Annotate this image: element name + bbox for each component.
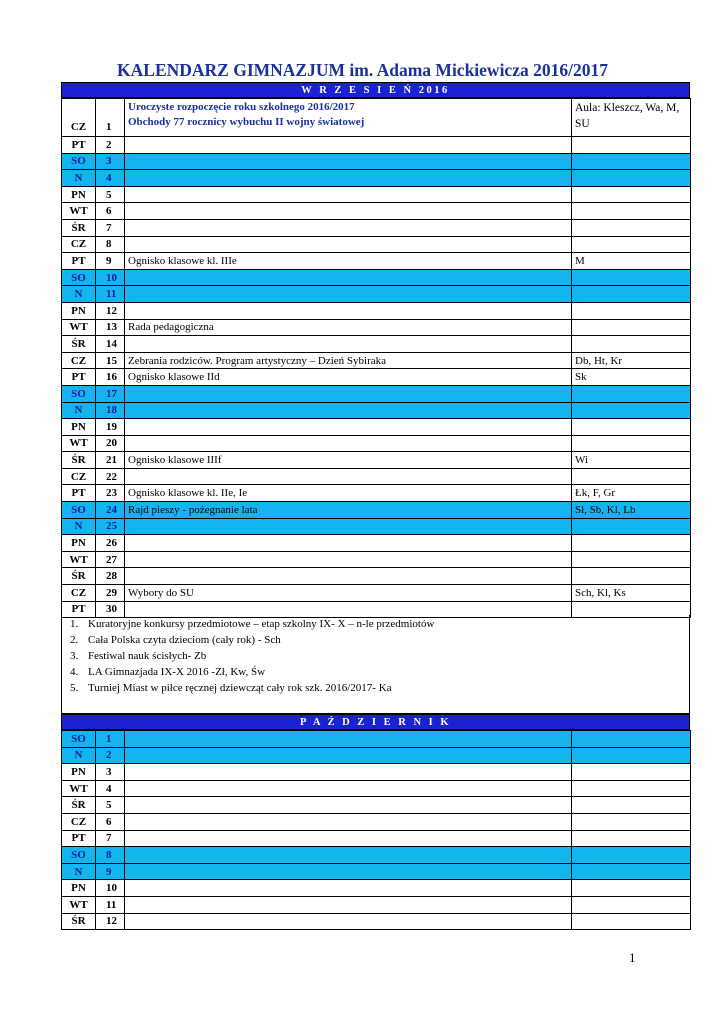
note-item: 4. LA Gimnazjada IX-X 2016 -Zł, Kw, Św [70, 666, 266, 678]
note-item: 2. Cała Polska czyta dzieciom (cały rok) - Sch [70, 634, 281, 646]
event-cell [125, 186, 572, 203]
day-name: PN [62, 764, 96, 781]
table-row [62, 419, 691, 436]
day-name: N [62, 402, 96, 419]
day-number: 10 [96, 880, 125, 897]
day-number: 7 [96, 219, 125, 236]
event-cell [125, 269, 572, 286]
event-line: Obchody 77 rocznicy wybuchu II wojny światowej [128, 115, 365, 128]
table-row [62, 747, 691, 764]
day-number: 28 [96, 568, 125, 585]
day-number: 12 [96, 302, 125, 319]
table-row [62, 764, 691, 781]
table-row [62, 186, 691, 203]
day-number: 11 [96, 896, 125, 913]
day-name: ŚR [62, 568, 96, 585]
responsible-cell [572, 896, 691, 913]
event-cell [125, 435, 572, 452]
day-name: PT [62, 253, 96, 270]
table-row [62, 913, 691, 930]
day-number: 2 [96, 747, 125, 764]
event-cell [125, 518, 572, 535]
responsible-cell [572, 219, 691, 236]
event-cell [125, 286, 572, 303]
table-row [62, 502, 691, 519]
table-row [62, 170, 691, 187]
table-row [62, 253, 691, 270]
day-name: PN [62, 880, 96, 897]
day-number: 13 [96, 319, 125, 336]
day-name: SO [62, 385, 96, 402]
table-row [62, 585, 691, 602]
event-cell [125, 896, 572, 913]
responsible-cell [572, 830, 691, 847]
event-cell: Ognisko klasowe IId [125, 369, 572, 386]
responsible-cell [572, 236, 691, 253]
day-name: PN [62, 186, 96, 203]
event-cell [125, 219, 572, 236]
responsible-cell [572, 137, 691, 154]
responsible-cell [572, 913, 691, 930]
day-number: 10 [96, 269, 125, 286]
day-number: 27 [96, 551, 125, 568]
table-row [62, 219, 691, 236]
day-number: 18 [96, 402, 125, 419]
day-number: 19 [96, 419, 125, 436]
day-number: 6 [96, 203, 125, 220]
responsible-cell [572, 863, 691, 880]
day-number: 8 [96, 236, 125, 253]
event-cell: Ognisko klasowe kl. IIIe [125, 253, 572, 270]
event-cell [125, 203, 572, 220]
event-line: Uroczyste rozpoczęcie roku szkolnego 2016/2017 [128, 101, 355, 113]
event-cell [125, 863, 572, 880]
day-number: 3 [96, 153, 125, 170]
responsible-cell: Łk, F, Gr [572, 485, 691, 502]
day-number: 24 [96, 502, 125, 519]
event-cell [125, 568, 572, 585]
event-cell [125, 535, 572, 552]
day-name: CZ [62, 236, 96, 253]
event-cell [125, 336, 572, 353]
responsible-cell [572, 336, 691, 353]
day-number: 7 [96, 830, 125, 847]
day-name: CZ [62, 813, 96, 830]
event-cell [125, 236, 572, 253]
table-row [62, 568, 691, 585]
event-cell [125, 302, 572, 319]
page-title: KALENDARZ GIMNAZJUM im. Adama Mickiewicza 2016/2017 [117, 60, 608, 80]
table-row [62, 731, 691, 748]
responsible-cell: Sł, Sb, Kl, Lb [572, 502, 691, 519]
day-name: WT [62, 551, 96, 568]
responsible-cell: Wi [572, 452, 691, 469]
table-row [62, 813, 691, 830]
month-header-september: W R Z E S I E Ń 2016 [61, 82, 690, 98]
day-number: 9 [96, 253, 125, 270]
day-number: 22 [96, 468, 125, 485]
table-row [62, 402, 691, 419]
responsible-cell [572, 568, 691, 585]
responsible-cell: Sk [572, 369, 691, 386]
day-name: SO [62, 153, 96, 170]
day-number: 20 [96, 435, 125, 452]
table-row [62, 302, 691, 319]
responsible-cell [572, 319, 691, 336]
table-row [62, 452, 691, 469]
event-cell [125, 880, 572, 897]
day-number: 14 [96, 336, 125, 353]
day-number: 4 [96, 170, 125, 187]
event-cell [125, 747, 572, 764]
table-row [62, 880, 691, 897]
responsible-cell [572, 747, 691, 764]
responsible-cell [572, 780, 691, 797]
day-name: N [62, 863, 96, 880]
event-cell [125, 830, 572, 847]
event-cell [125, 913, 572, 930]
day-number: 16 [96, 369, 125, 386]
day-name: WT [62, 780, 96, 797]
day-number: 23 [96, 485, 125, 502]
day-name: SO [62, 502, 96, 519]
event-cell [125, 764, 572, 781]
table-row [62, 385, 691, 402]
responsible-cell [572, 286, 691, 303]
responsible-cell [572, 518, 691, 535]
event-cell [125, 153, 572, 170]
event-cell: Ognisko klasowe kl. IIe, Ie [125, 485, 572, 502]
table-row [62, 797, 691, 814]
responsible-cell [572, 186, 691, 203]
day-name: ŚR [62, 336, 96, 353]
event-cell [125, 468, 572, 485]
event-cell [125, 402, 572, 419]
event-cell: Ognisko klasowe IIIf [125, 452, 572, 469]
event-cell [125, 385, 572, 402]
day-number: 12 [96, 913, 125, 930]
responsible-cell [572, 269, 691, 286]
responsible-cell: Db, Ht, Kr [572, 352, 691, 369]
notes-box [61, 615, 690, 714]
event-cell: Zebrania rodziców. Program artystyczny – Dzień Sybiraka [125, 352, 572, 369]
responsible-cell [572, 813, 691, 830]
day-name: WT [62, 319, 96, 336]
day-number: 3 [96, 764, 125, 781]
day-name: ŚR [62, 797, 96, 814]
day-number: 6 [96, 813, 125, 830]
responsible-cell [572, 797, 691, 814]
table-row [62, 551, 691, 568]
day-name: CZ [62, 99, 96, 137]
day-name: CZ [62, 468, 96, 485]
day-number: 17 [96, 385, 125, 402]
day-name: N [62, 286, 96, 303]
responsible-cell [572, 203, 691, 220]
responsible-cell: Sch, Kl, Ks [572, 585, 691, 602]
day-name: WT [62, 896, 96, 913]
day-name: ŚR [62, 913, 96, 930]
table-row [62, 269, 691, 286]
responsible-cell [572, 535, 691, 552]
day-number: 2 [96, 137, 125, 154]
day-number: 5 [96, 797, 125, 814]
event-cell: Rada pedagogiczna [125, 319, 572, 336]
day-name: WT [62, 203, 96, 220]
day-name: CZ [62, 352, 96, 369]
table-row [62, 518, 691, 535]
day-number: 8 [96, 847, 125, 864]
table-row [62, 847, 691, 864]
event-cell: Wybory do SU [125, 585, 572, 602]
note-item: 5. Turniej Miast w piłce ręcznej dziewcząt cały rok szk. 2016/2017- Ka [70, 682, 392, 694]
responsible-cell [572, 170, 691, 187]
responsible-cell: M [572, 253, 691, 270]
responsible-cell [572, 419, 691, 436]
day-number: 15 [96, 352, 125, 369]
table-row [62, 286, 691, 303]
day-name: SO [62, 847, 96, 864]
day-name: N [62, 518, 96, 535]
responsible-cell [572, 435, 691, 452]
table-row [62, 153, 691, 170]
day-name: ŚR [62, 452, 96, 469]
day-name: CZ [62, 585, 96, 602]
day-name: PN [62, 419, 96, 436]
day-name: PT [62, 369, 96, 386]
table-row [62, 863, 691, 880]
day-name: SO [62, 269, 96, 286]
day-name: PN [62, 535, 96, 552]
day-number: 4 [96, 780, 125, 797]
event-cell [125, 780, 572, 797]
responsible-cell [572, 468, 691, 485]
day-number: 1 [96, 99, 125, 137]
day-number: 5 [96, 186, 125, 203]
table-row [62, 780, 691, 797]
day-name: PN [62, 302, 96, 319]
day-name: PT [62, 830, 96, 847]
table-row [62, 369, 691, 386]
responsible-cell [572, 302, 691, 319]
responsible-cell [572, 847, 691, 864]
day-number: 25 [96, 518, 125, 535]
table-row [62, 336, 691, 353]
note-item: 1. Kuratoryjne konkursy przedmiotowe – etap szkolny IX- X – n-le przedmiotów [70, 618, 435, 630]
day-name: PT [62, 601, 96, 618]
month-header-october: P A Ź D Z I E R N I K [61, 714, 690, 730]
day-number: 26 [96, 535, 125, 552]
event-cell [125, 797, 572, 814]
event-cell [125, 731, 572, 748]
page-number: 1 [629, 950, 636, 965]
day-name: SO [62, 731, 96, 748]
table-row [62, 137, 691, 154]
table-row [62, 203, 691, 220]
responsible-cell [572, 731, 691, 748]
responsible-cell [572, 385, 691, 402]
event-cell [125, 813, 572, 830]
table-row [62, 352, 691, 369]
day-name: PT [62, 485, 96, 502]
responsible-cell [572, 153, 691, 170]
october-table [61, 730, 691, 930]
day-number: 1 [96, 731, 125, 748]
day-name: N [62, 170, 96, 187]
event-cell [125, 847, 572, 864]
event-cell [125, 170, 572, 187]
note-item: 3. Festiwal nauk ścisłych- Zb [70, 650, 207, 662]
table-row [62, 468, 691, 485]
event-cell: Rajd pieszy - pożegnanie lata [125, 502, 572, 519]
table-row [62, 236, 691, 253]
responsible-cell [572, 402, 691, 419]
event-cell [125, 137, 572, 154]
table-row [62, 99, 691, 137]
table-row [62, 535, 691, 552]
table-row [62, 319, 691, 336]
table-row [62, 435, 691, 452]
event-cell [125, 551, 572, 568]
responsible-cell [572, 880, 691, 897]
september-table [61, 98, 691, 618]
event-cell [125, 419, 572, 436]
day-number: 30 [96, 601, 125, 618]
responsible-cell: Aula: Kleszcz, Wa, M, SU [572, 99, 691, 137]
day-number: 21 [96, 452, 125, 469]
table-row [62, 896, 691, 913]
day-number: 11 [96, 286, 125, 303]
day-name: ŚR [62, 219, 96, 236]
responsible-cell [572, 764, 691, 781]
event-cell [125, 99, 572, 137]
responsible-cell [572, 551, 691, 568]
table-row [62, 830, 691, 847]
day-name: WT [62, 435, 96, 452]
day-number: 29 [96, 585, 125, 602]
day-number: 9 [96, 863, 125, 880]
day-name: PT [62, 137, 96, 154]
day-name: N [62, 747, 96, 764]
table-row [62, 485, 691, 502]
